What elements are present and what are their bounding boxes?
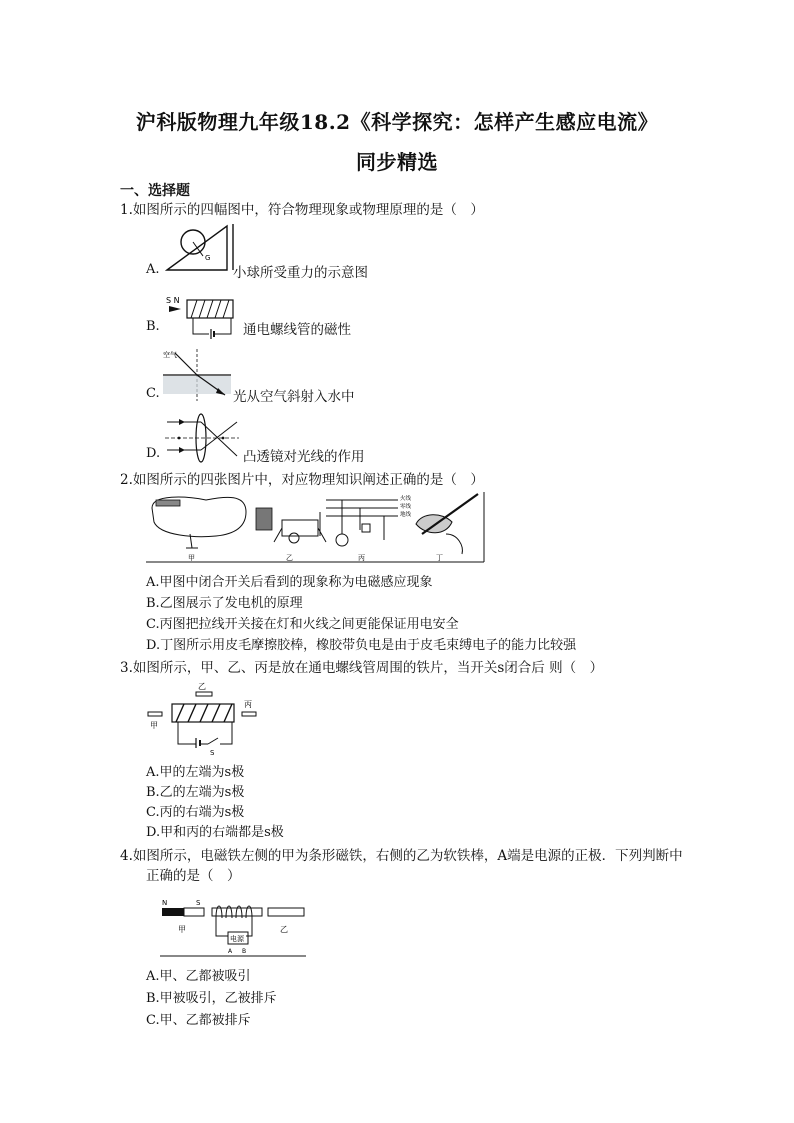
q3-option-d: D.甲和丙的右端都是s极 bbox=[146, 825, 284, 840]
q4-stem-line2: 正确的是（ ） bbox=[146, 868, 241, 884]
q1-stem: 1.如图所示的四幅图中，符合物理现象或物理原理的是（ ） bbox=[120, 202, 484, 218]
q1-option-d-label: D. bbox=[146, 446, 161, 461]
q1-fig-c-air-label: 空气 bbox=[163, 351, 177, 359]
q3-option-a: A.甲的左端为s极 bbox=[146, 765, 245, 780]
q2-fig-bing bbox=[326, 494, 412, 562]
page-title: 沪科版物理九年级18.2《科学探究：怎样产生感应电流》 bbox=[135, 110, 659, 134]
q2-figure-strip bbox=[146, 490, 486, 570]
q1-fig-b-sn-label: S N bbox=[166, 296, 180, 305]
q3-stem: 3.如图所示，甲、乙、丙是放在通电螺线管周围的铁片，当开关s闭合后 则（ ） bbox=[120, 660, 604, 676]
q3-label-yi: 乙 bbox=[198, 682, 206, 691]
q4-label-a: A bbox=[228, 948, 233, 955]
q1-fig-d-convex-lens bbox=[165, 410, 239, 466]
q4-label-yi: 乙 bbox=[280, 925, 288, 934]
q2-option-a: A.甲图中闭合开关后看到的现象称为电磁感应现象 bbox=[146, 575, 433, 590]
q4-label-power: 电源 bbox=[230, 935, 244, 943]
q3-label-switch: S bbox=[210, 749, 215, 756]
q2-label-ding: 丁 bbox=[436, 554, 443, 562]
q1-fig-c-refraction bbox=[163, 347, 231, 403]
q4-option-b: B.甲被吸引，乙被排斥 bbox=[146, 991, 277, 1006]
q1-option-c-caption: 光从空气斜射入水中 bbox=[233, 389, 355, 405]
q1-fig-b-solenoid bbox=[165, 292, 241, 342]
q4-label-s: S bbox=[196, 899, 201, 907]
q2-fig-ding bbox=[416, 494, 478, 562]
q3-option-b: B.乙的左端为s极 bbox=[146, 785, 245, 800]
q1-option-b-label: B. bbox=[146, 319, 160, 334]
q4-option-a: A.甲、乙都被吸引 bbox=[146, 969, 251, 984]
q2-option-d: D.丁图所示用皮毛摩擦胶棒，橡胶带负电是由于皮毛束缚电子的能力比较强 bbox=[146, 638, 577, 653]
q4-electromagnet-figure bbox=[160, 896, 310, 962]
q2-wire-earth: 地线 bbox=[400, 512, 412, 518]
q2-label-bing: 丙 bbox=[358, 554, 365, 562]
q4-stem-line1: 4.如图所示，电磁铁左侧的甲为条形磁铁，右侧的乙为软铁棒，A端是电源的正极．下列判断中 bbox=[120, 848, 683, 864]
q1-fig-a-g-label: G bbox=[205, 254, 211, 262]
q1-option-a-caption: 小球所受重力的示意图 bbox=[233, 265, 368, 281]
q1-fig-a-ball-on-incline bbox=[165, 222, 237, 274]
q2-option-c: C.丙图把拉线开关接在灯和火线之间更能保证用电安全 bbox=[146, 617, 459, 632]
page-subtitle: 同步精选 bbox=[356, 150, 438, 174]
q2-option-b: B.乙图展示了发电机的原理 bbox=[146, 596, 303, 611]
q2-fig-jia bbox=[152, 497, 246, 562]
q4-option-c: C.甲、乙都被排斥 bbox=[146, 1013, 251, 1028]
q3-label-bing: 丙 bbox=[244, 700, 252, 709]
q4-label-jia: 甲 bbox=[178, 925, 186, 934]
q2-fig-yi bbox=[256, 508, 326, 562]
q1-option-b-caption: 通电螺线管的磁性 bbox=[243, 322, 351, 338]
q1-option-a-label: A. bbox=[146, 262, 160, 277]
q2-stem: 2.如图所示的四张图片中，对应物理知识阐述正确的是（ ） bbox=[120, 472, 484, 488]
q1-option-c-label: C. bbox=[146, 386, 160, 401]
q2-label-yi: 乙 bbox=[286, 554, 293, 562]
q2-label-jia: 甲 bbox=[188, 554, 195, 562]
q2-wire-neutral: 零线 bbox=[400, 504, 412, 510]
q3-label-jia: 甲 bbox=[150, 721, 158, 730]
q4-label-n: N bbox=[162, 899, 168, 907]
section-heading: 一、选择题 bbox=[120, 183, 190, 199]
q3-solenoid-figure bbox=[146, 680, 266, 756]
q3-option-c: C.丙的右端为s极 bbox=[146, 805, 245, 820]
q2-wire-live: 火线 bbox=[400, 496, 412, 502]
q4-label-b: B bbox=[242, 948, 247, 955]
q1-option-d-caption: 凸透镜对光线的作用 bbox=[243, 449, 365, 465]
